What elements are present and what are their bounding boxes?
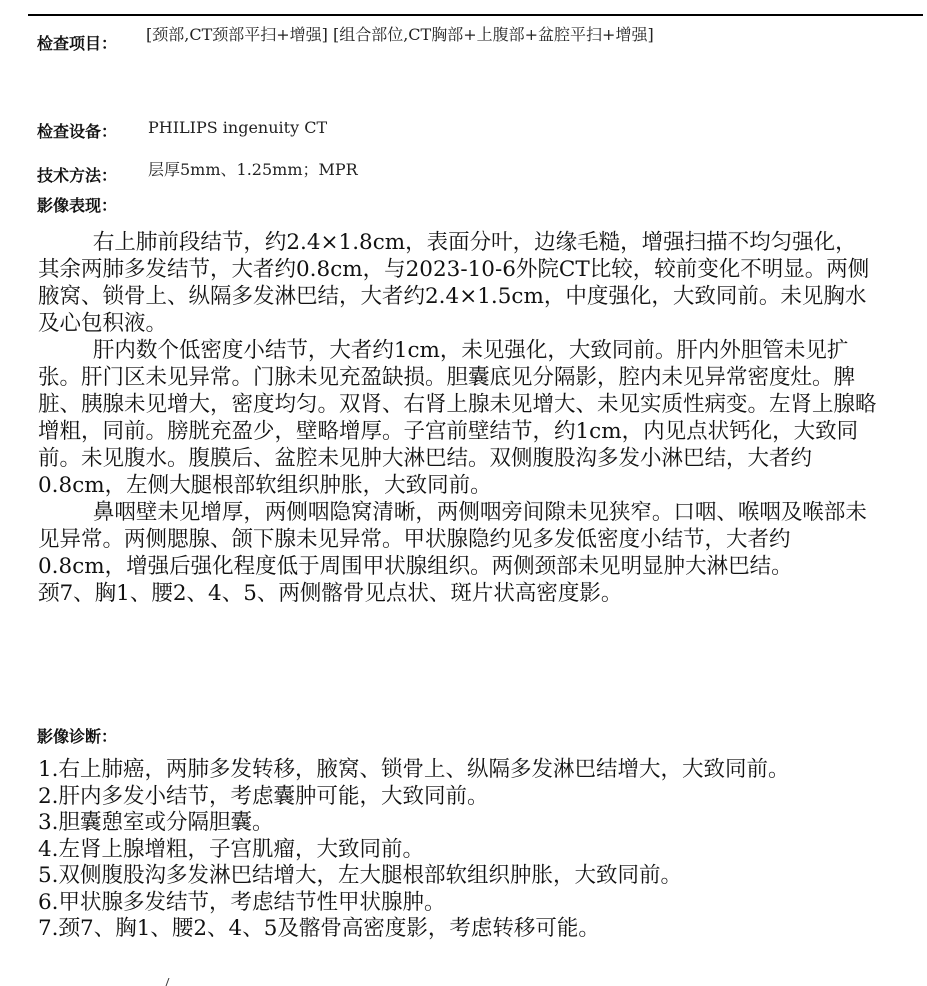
technique-value: 层厚5mm、1.25mm；MPR	[148, 160, 358, 179]
diagnosis-item: 4.左肾上腺增粗，子宫肌瘤，大致同前。	[38, 836, 425, 862]
diagnosis-item: 6.甲状腺多发结节，考虑结节性甲状腺肿。	[38, 889, 446, 915]
exam-items-label: 检查项目：	[37, 34, 118, 53]
findings-paragraph-abdomen-pelvis: 肝内数个低密度小结节，大者约1cm，未见强化，大致同前。肝内外胆管未见扩张。肝门区未见异常。门脉未见充盈缺损。胆囊底见分隔影，腔内未见异常密度灶。脾脏、胰腺未见增大，密度均匀。双肾、右肾上腺未见增大、未见实质性病变。左肾上腺略增粗，同前。膀胱充盈少，壁略增厚。子宫前壁结节，约1cm，内见点状钙化，大致同前。未见腹水。腹膜后、盆腔未见肿大淋巴结。双侧腹股沟多发小淋巴结，大者约0.8cm，左侧大腿根部软组织肿胀，大致同前。	[38, 338, 877, 498]
exam-device-label: 检查设备：	[37, 122, 118, 141]
technique-label: 技术方法：	[37, 166, 118, 185]
diagnosis-item: 2.肝内多发小结节，考虑囊肿可能，大致同前。	[38, 783, 489, 809]
diagnosis-list	[38, 757, 898, 943]
diagnosis-label: 影像诊断：	[37, 727, 118, 746]
exam-items-value: [颈部,CT颈部平扫+增强] [组合部位,CT胸部+上腹部+盆腔平扫+增强]	[146, 25, 654, 44]
diagnosis-item: 3.胆囊憩室或分隔胆囊。	[38, 810, 274, 835]
cropped-text-fragment	[166, 978, 174, 986]
exam-device-value: PHILIPS ingenuity CT	[148, 118, 328, 137]
findings-paragraph-chest: 右上肺前段结节，约2.4×1.8cm，表面分叶，边缘毛糙，增强扫描不均匀强化，其余两肺多发结节，大者约0.8cm，与2023-10-6外院CT比较，较前变化不明显。两侧腋窝、锁骨上、纵隔多发淋巴结，大者约2.4×1.5cm，中度强化，大致同前。未见胸水及心包积液。	[38, 230, 870, 336]
findings-label: 影像表现：	[37, 196, 118, 215]
diagnosis-item: 1.右上肺癌，两肺多发转移，腋窝、锁骨上、纵隔多发淋巴结增大，大致同前。	[38, 757, 790, 782]
findings-paragraph-neck: 鼻咽壁未见增厚，两侧咽隐窝清晰，两侧咽旁间隙未见狭窄。口咽、喉咽及喉部未见异常。两侧腮腺、颌下腺未见异常。甲状腺隐约见多发低密度小结节，大者约0.8cm，增强后强化程度低于周围甲状腺组织。两侧颈部未见明显肿大淋巴结。	[38, 500, 867, 579]
diagnosis-item: 7.颈7、胸1、腰2、4、5及髂骨高密度影，考虑转移可能。	[38, 916, 600, 941]
findings-paragraph-bone: 颈7、胸1、腰2、4、5、两侧髂骨见点状、斑片状高密度影。	[38, 581, 623, 606]
header-divider-line	[28, 14, 923, 16]
findings-body	[38, 229, 878, 607]
diagnosis-item: 5.双侧腹股沟多发淋巴结增大，左大腿根部软组织肿胀，大致同前。	[38, 863, 683, 888]
